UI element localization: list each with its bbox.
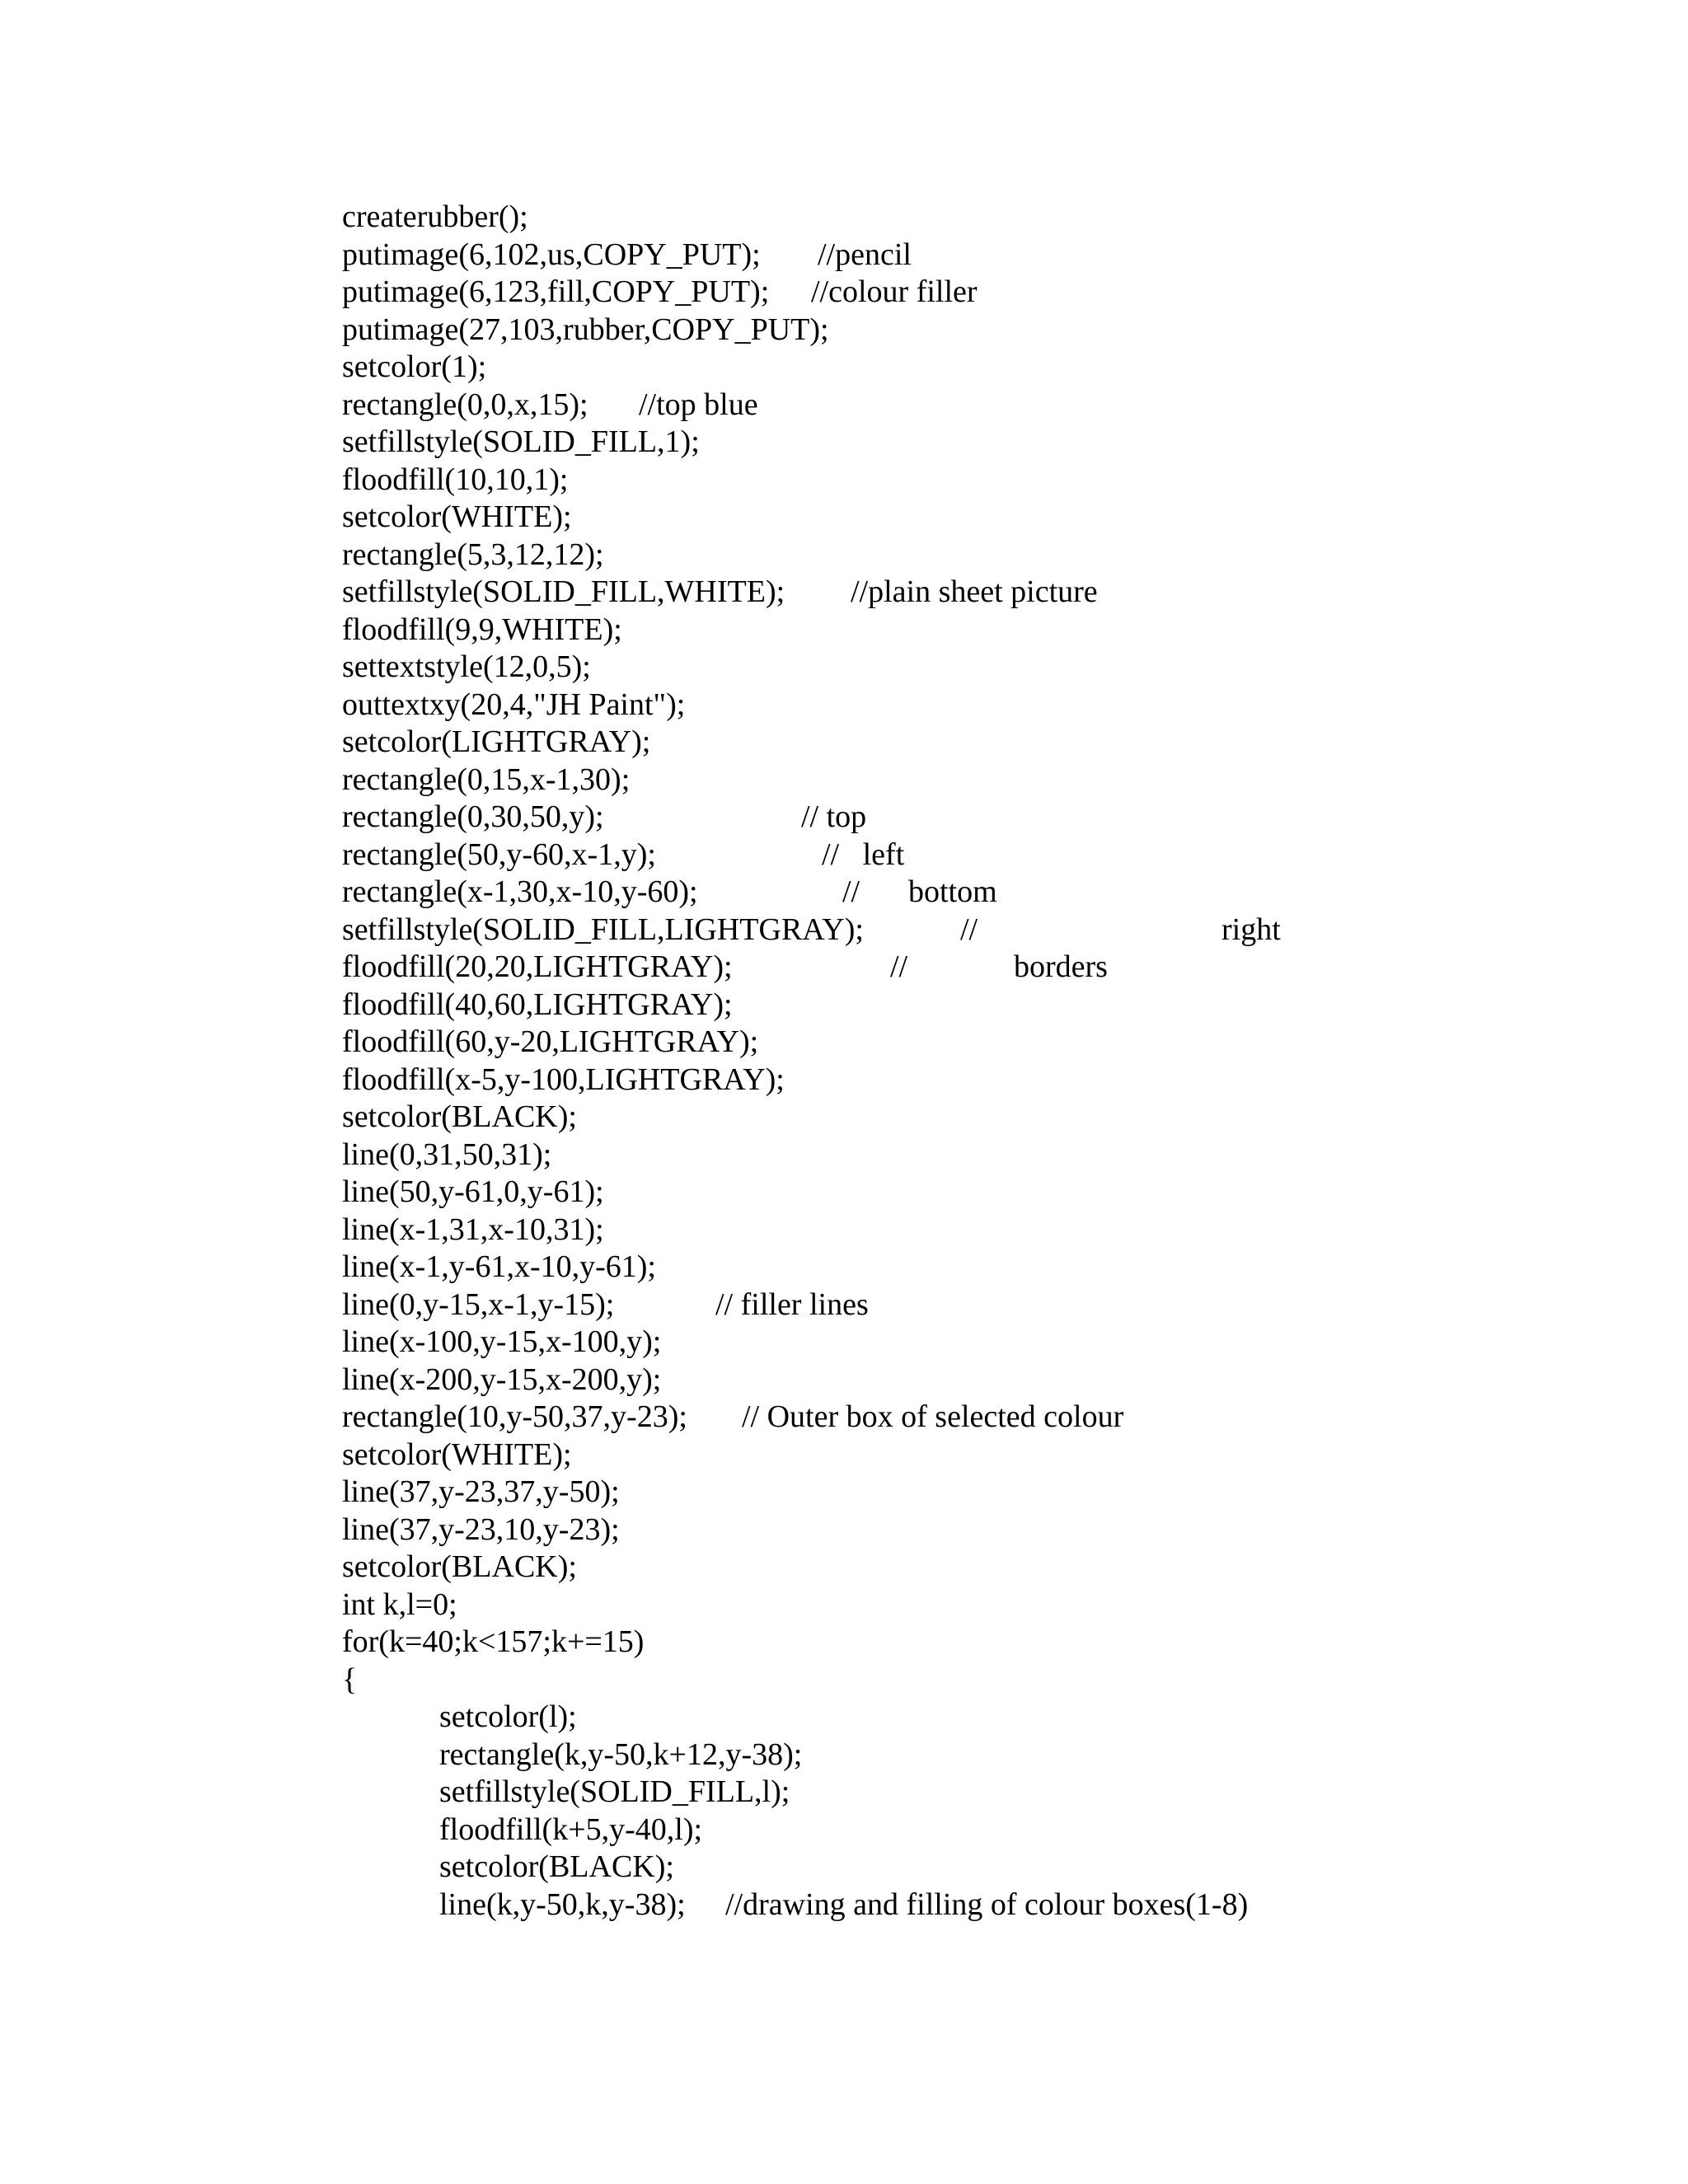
code-line: [0, 1286, 1688, 1324]
code-line: [0, 873, 1688, 911]
code-text: settextstyle(12,0,5);: [342, 649, 591, 684]
code-comment: // Outer box of selected colour: [742, 1399, 1124, 1434]
code-text: createrubber();: [342, 199, 528, 234]
code-line: [0, 386, 1688, 424]
code-text: putimage(27,103,rubber,COPY_PUT);: [342, 312, 829, 347]
code-text: line(k,y-50,k,y-38);: [439, 1887, 686, 1922]
code-text: rectangle(k,y-50,k+12,y-38);: [439, 1737, 803, 1772]
code-text: setfillstyle(SOLID_FILL,LIGHTGRAY);: [342, 912, 864, 947]
code-line: [0, 236, 1688, 274]
code-comment: //top blue: [639, 387, 758, 422]
code-comment: //drawing and filling of colour boxes(1-8): [725, 1887, 1249, 1922]
code-comment: //colour filler: [811, 274, 978, 309]
code-line: [0, 761, 1688, 799]
code-text: setcolor(LIGHTGRAY);: [342, 724, 651, 759]
code-text: rectangle(x-1,30,x-10,y-60);: [342, 874, 698, 909]
code-line: [0, 536, 1688, 574]
code-text: setcolor(l);: [439, 1699, 577, 1734]
code-line: [0, 573, 1688, 611]
code-line: [0, 498, 1688, 536]
code-line: [0, 461, 1688, 499]
code-comment-word: bottom: [908, 874, 997, 909]
code-line: [0, 1511, 1688, 1549]
code-line: [0, 1698, 1688, 1736]
code-comment: //pencil: [818, 237, 912, 272]
code-line: [0, 1023, 1688, 1061]
code-text: setfillstyle(SOLID_FILL,l);: [439, 1774, 790, 1809]
code-line: [0, 648, 1688, 686]
code-text: line(0,y-15,x-1,y-15);: [342, 1287, 615, 1322]
code-line: [0, 1548, 1688, 1586]
code-comment: //plain sheet picture: [851, 574, 1098, 609]
code-line: [0, 1061, 1688, 1099]
code-comment: //: [842, 874, 860, 909]
code-line: [0, 1623, 1688, 1661]
code-comment: // filler lines: [715, 1287, 869, 1322]
code-line: [0, 1436, 1688, 1474]
code-line: [0, 911, 1688, 949]
code-line: [0, 986, 1688, 1024]
code-line: [0, 1848, 1688, 1886]
code-text: floodfill(k+5,y-40,l);: [439, 1812, 703, 1847]
code-line: [0, 1586, 1688, 1624]
code-text: line(x-100,y-15,x-100,y);: [342, 1324, 662, 1359]
code-text: line(0,31,50,31);: [342, 1137, 552, 1172]
code-line: [0, 1661, 1688, 1699]
code-line: [0, 1773, 1688, 1811]
code-line: [0, 1098, 1688, 1136]
code-text: int k,l=0;: [342, 1587, 457, 1622]
code-text: line(x-200,y-15,x-200,y);: [342, 1362, 662, 1397]
code-text: setcolor(WHITE);: [342, 499, 572, 534]
code-line: [0, 348, 1688, 386]
code-line: [0, 1323, 1688, 1361]
code-line: [0, 1473, 1688, 1511]
code-text: setfillstyle(SOLID_FILL,1);: [342, 424, 700, 459]
code-comment-word: borders: [1014, 949, 1108, 984]
code-text: rectangle(50,y-60,x-1,y);: [342, 837, 656, 872]
code-text: line(x-1,y-61,x-10,y-61);: [342, 1249, 656, 1284]
code-text: setcolor(1);: [342, 349, 487, 384]
code-text: line(50,y-61,0,y-61);: [342, 1174, 604, 1209]
code-comment: //: [960, 912, 978, 947]
code-text: {: [342, 1662, 358, 1697]
code-text: setfillstyle(SOLID_FILL,WHITE);: [342, 574, 785, 609]
code-comment: //: [890, 949, 908, 984]
code-text: line(37,y-23,37,y-50);: [342, 1474, 620, 1509]
code-line: [0, 1398, 1688, 1436]
code-comment-word: right: [1221, 912, 1281, 947]
code-text: rectangle(0,30,50,y);: [342, 799, 604, 834]
code-line: [0, 1211, 1688, 1249]
code-text: rectangle(10,y-50,37,y-23);: [342, 1399, 687, 1434]
code-line: [0, 1811, 1688, 1849]
code-line: [0, 948, 1688, 986]
code-text: line(37,y-23,10,y-23);: [342, 1512, 620, 1547]
code-text: floodfill(20,20,LIGHTGRAY);: [342, 949, 733, 984]
code-line: [0, 198, 1688, 236]
code-comment: // left: [822, 837, 905, 872]
code-text: rectangle(5,3,12,12);: [342, 537, 604, 572]
code-line: [0, 1736, 1688, 1774]
code-text: floodfill(60,y-20,LIGHTGRAY);: [342, 1024, 759, 1059]
code-line: [0, 686, 1688, 724]
code-text: floodfill(10,10,1);: [342, 462, 569, 497]
code-line: [0, 423, 1688, 461]
code-text: putimage(6,102,us,COPY_PUT);: [342, 237, 761, 272]
code-text: floodfill(x-5,y-100,LIGHTGRAY);: [342, 1062, 785, 1097]
code-line: [0, 1248, 1688, 1286]
code-line: [0, 1173, 1688, 1211]
code-line: [0, 723, 1688, 761]
code-line: [0, 798, 1688, 836]
code-text: floodfill(9,9,WHITE);: [342, 612, 622, 647]
code-line: [0, 1136, 1688, 1174]
code-text: setcolor(WHITE);: [342, 1437, 572, 1472]
code-text: outtextxy(20,4,"JH Paint");: [342, 687, 686, 722]
code-text: rectangle(0,15,x-1,30);: [342, 762, 631, 797]
code-line: [0, 273, 1688, 311]
code-line: [0, 311, 1688, 349]
code-text: setcolor(BLACK);: [439, 1849, 674, 1884]
code-text: line(x-1,31,x-10,31);: [342, 1212, 604, 1247]
code-text: rectangle(0,0,x,15);: [342, 387, 588, 422]
code-line: [0, 1361, 1688, 1399]
code-line: [0, 611, 1688, 649]
code-text: setcolor(BLACK);: [342, 1099, 577, 1134]
code-text: floodfill(40,60,LIGHTGRAY);: [342, 987, 733, 1022]
code-text: for(k=40;k<157;k+=15): [342, 1624, 645, 1659]
code-text: setcolor(BLACK);: [342, 1549, 577, 1584]
code-text: putimage(6,123,fill,COPY_PUT);: [342, 274, 770, 309]
code-comment: // top: [801, 799, 867, 834]
code-line: [0, 836, 1688, 874]
code-line: [0, 1886, 1688, 1924]
